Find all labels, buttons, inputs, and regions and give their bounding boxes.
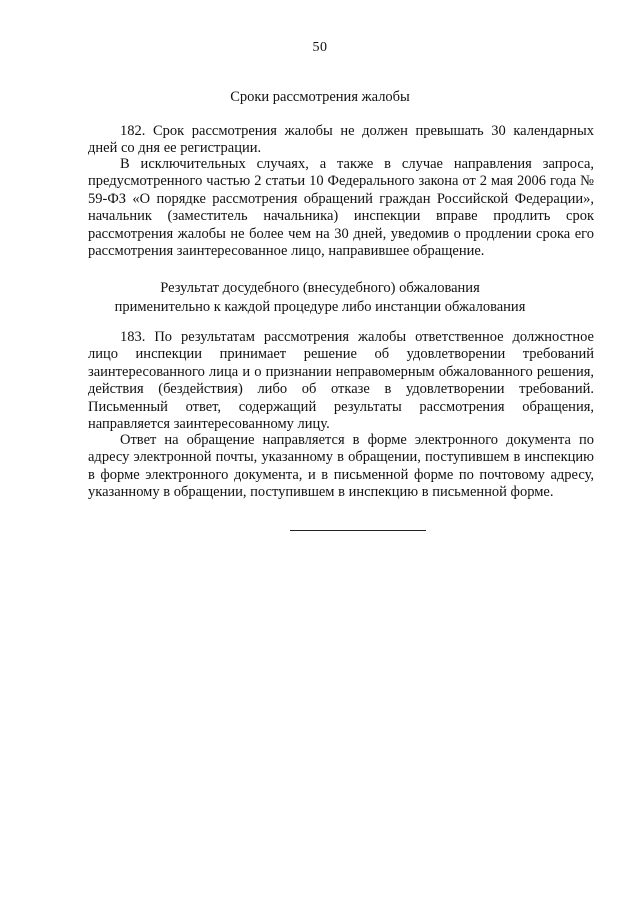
paragraph-182 xyxy=(88,123,594,158)
paragraph-text: Ответ на обращение направляется в форме электронного документа по адресу электронной почты, указанному в обращении, поступившем в инспекцию в форме электронного документа, и в письменной форме по почтовому адресу, указанному в обращении, поступившем в инспекцию в письменной форме. xyxy=(88,432,594,501)
paragraph-183 xyxy=(88,329,594,433)
paragraph-text: 182. Срок рассмотрения жалобы не должен превышать 30 календарных дней со дня ее регистрации. xyxy=(88,123,594,157)
paragraph-response-form xyxy=(88,432,594,502)
section-title-line-1: Результат досудебного (внесудебного) обжалования xyxy=(160,280,480,296)
section-title-line-2: применительно к каждой процедуре либо инстанции обжалования xyxy=(114,299,526,315)
section-title-complaint-terms: Сроки рассмотрения жалобы xyxy=(230,89,410,105)
page-number: 50 xyxy=(312,40,328,55)
paragraph-exceptional-cases xyxy=(88,156,594,260)
paragraph-text: В исключительных случаях, а также в случае направления запроса, предусмотренного частью 2 статьи 10 Федерального закона от 2 мая 2006 года № 59-ФЗ «О порядке рассмотрения обращений граждан Российской Федерации», начальник (заместитель начальника) инспекции вправе продлить срок рассмотрения жалобы не более чем на 30 дней, уведомив о продлении срока его рассмотрения заинтересованное лицо, направившее обращение. xyxy=(88,156,594,260)
section-title-appeal-result xyxy=(0,279,640,317)
paragraph-text: 183. По результатам рассмотрения жалобы ответственное должностное лицо инспекции принимает решение об удовлетворении требований заинтересованного лица и о признании неправомерным обжалованного решения, действия (бездействия) либо об отказе в удовлетворении требований. Письменный ответ, содержащий результаты рассмотрения обращения, направляется заинтересованному лицу. xyxy=(88,329,594,433)
end-divider-line xyxy=(290,530,426,531)
